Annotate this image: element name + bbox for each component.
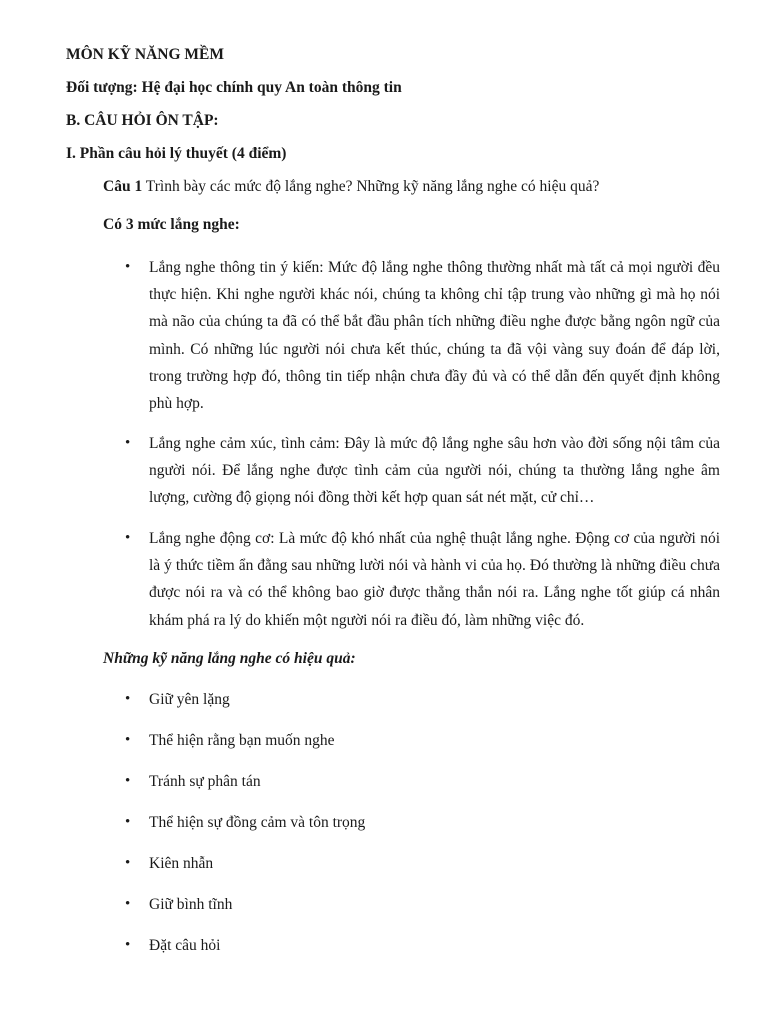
bullet-icon: • bbox=[125, 530, 131, 546]
level-item bbox=[125, 259, 720, 413]
level-item-text: Lắng nghe động cơ: Là mức độ khó nhất của nghệ thuật lắng nghe. Động cơ của người nói là ý thức tiềm ẩn đằng sau những lười nói và hành vi của họ. Đó thường là những điều chưa được nói ra và có thể không bao giờ được thẳng thắn nói ra. Lắng nghe tốt giúp cá nhân khám phá ra lý do khiến một người nói ra điều đó, làm những việc đó. bbox=[149, 530, 720, 629]
bullet-icon: • bbox=[125, 937, 131, 953]
skill-item bbox=[125, 774, 261, 790]
bullet-icon: • bbox=[125, 855, 131, 871]
bullet-icon: • bbox=[125, 773, 131, 789]
level-item bbox=[125, 436, 720, 516]
question-label: Câu 1 bbox=[103, 178, 143, 195]
section-b-heading: B. CÂU HỎI ÔN TẬP: bbox=[66, 112, 219, 129]
level-item-text: Lắng nghe cảm xúc, tình cảm: Đây là mức độ lắng nghe sâu hơn vào đời sống nội tâm của người nói. Để lắng nghe được tình cảm của người nói, chúng ta thường lắng nghe âm lượng, cường độ giọng nói đồng thời kết hợp quan sát nét mặt, cử chỉ… bbox=[149, 435, 720, 507]
levels-heading: Có 3 mức lắng nghe: bbox=[103, 216, 240, 233]
course-title: MÔN KỸ NĂNG MỀM bbox=[66, 46, 224, 63]
bullet-icon: • bbox=[125, 896, 131, 912]
skill-item bbox=[125, 897, 232, 913]
skill-item-text: Giữ yên lặng bbox=[149, 691, 230, 708]
skill-item bbox=[125, 692, 230, 708]
level-item-text: Lắng nghe thông tin ý kiến: Mức độ lắng nghe thông thường nhất mà tất cả mọi người đều thực hiện. Khi nghe người khác nói, chúng ta không chỉ tập trung vào những gì mà họ nói mà não của chúng ta đã có thể bắt đầu phân tích những điều nghe được bằng ngôn ngữ của mình. Có những lúc người nói chưa kết thúc, chúng ta đã vội vàng suy đoán để đáp lời, trong trường hợp đó, thông tin tiếp nhận chưa đầy đủ và có thể dẫn đến quyết định không phù hợp. bbox=[149, 259, 720, 413]
skill-item bbox=[125, 856, 213, 872]
skill-item bbox=[125, 815, 365, 831]
bullet-icon: • bbox=[125, 814, 131, 830]
bullet-icon: • bbox=[125, 259, 131, 275]
skill-item-text: Đặt câu hỏi bbox=[149, 937, 221, 954]
bullet-icon: • bbox=[125, 732, 131, 748]
bullet-icon: • bbox=[125, 435, 131, 451]
skill-item bbox=[125, 938, 220, 954]
skill-item bbox=[125, 733, 335, 749]
part-one-heading: I. Phần câu hỏi lý thuyết (4 điểm) bbox=[66, 145, 287, 162]
audience-line: Đối tượng: Hệ đại học chính quy An toàn thông tin bbox=[66, 79, 402, 96]
question-1 bbox=[103, 179, 599, 195]
skill-item-text: Thể hiện sự đồng cảm và tôn trọng bbox=[149, 814, 366, 831]
skill-item-text: Kiên nhẫn bbox=[149, 855, 214, 872]
skill-item-text: Thể hiện rằng bạn muốn nghe bbox=[149, 732, 335, 749]
level-item bbox=[125, 531, 720, 641]
skill-item-text: Giữ bình tĩnh bbox=[149, 896, 233, 913]
skills-heading: Những kỹ năng lắng nghe có hiệu quả: bbox=[103, 650, 356, 667]
bullet-icon: • bbox=[125, 691, 131, 707]
question-text: Trình bày các mức độ lắng nghe? Những kỹ năng lắng nghe có hiệu quả? bbox=[142, 178, 600, 195]
skill-item-text: Tránh sự phân tán bbox=[149, 773, 261, 790]
